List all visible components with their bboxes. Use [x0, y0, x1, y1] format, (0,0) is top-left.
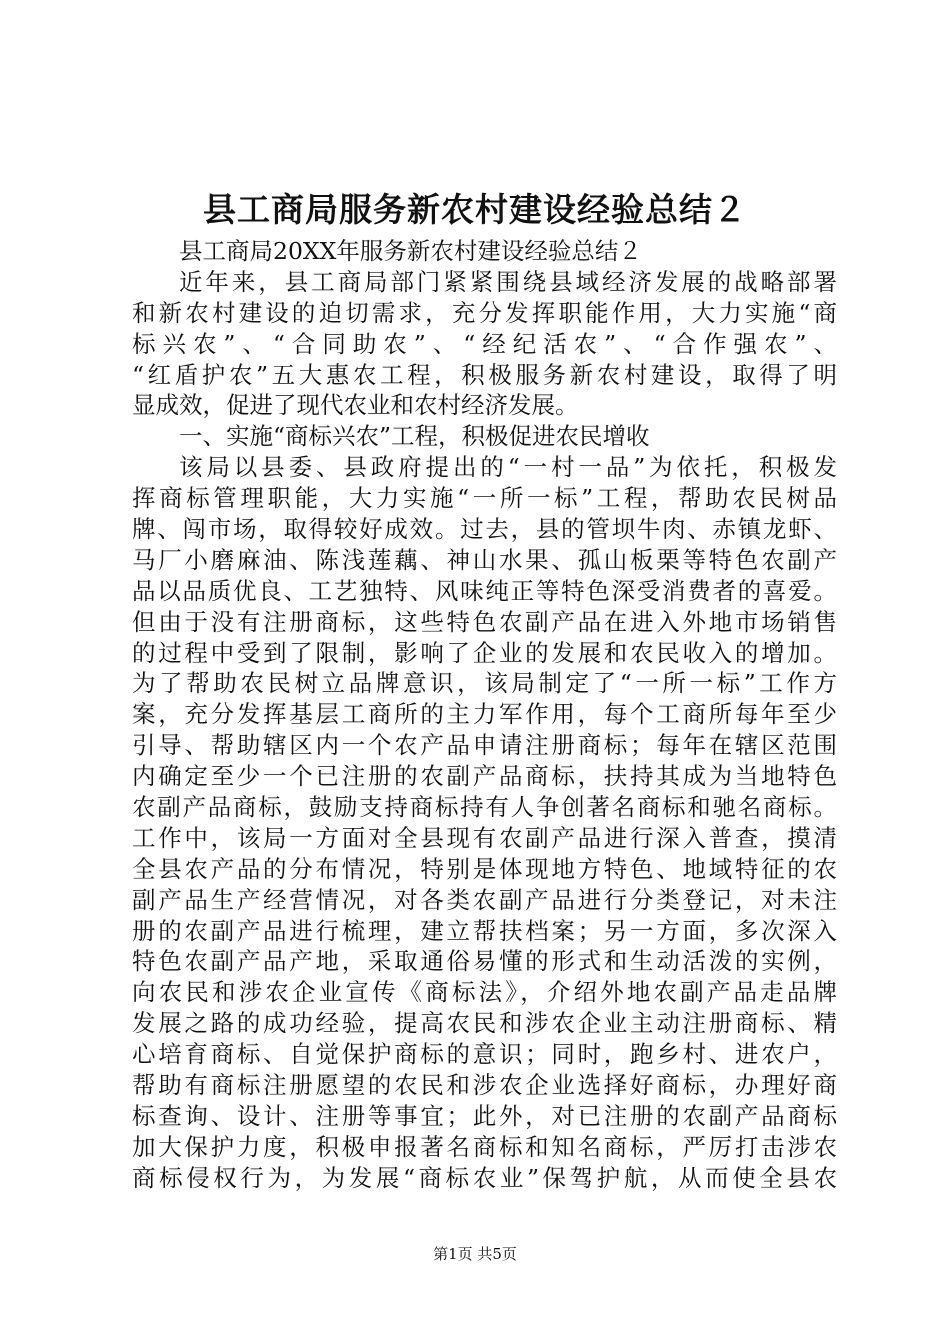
text-line: 该局以县委、县政府提出的“一村一品”为依托，积极发 [179, 453, 837, 482]
text-line: 加大保护力度，积极申报著名商标和知名商标，严厉打击涉农 [132, 1132, 837, 1161]
text-line: 标兴农”、“合同助农”、“经纪活农”、“合作强农”、 [132, 329, 837, 358]
text-line: 的过程中受到了限制，影响了企业的发展和农民收入的增加。 [132, 638, 837, 667]
text-line: 发展之路的成功经验，提高农民和涉农企业主动注册商标、精 [132, 1009, 837, 1038]
text-line: 副产品生产经营情况，对各类农副产品进行分类登记，对未注 [132, 885, 837, 914]
text-line: 挥商标管理职能，大力实施“一所一标”工程，帮助农民树品 [132, 484, 837, 513]
text-line: 案，充分发挥基层工商所的主力军作用，每个工商所每年至少 [132, 700, 837, 729]
text-line: 商标侵权行为，为发展“商标农业”保驾护航，从而使全县农 [132, 1163, 837, 1192]
text-line: 引导、帮助辖区内一个农产品申请注册商标；每年在辖区范围 [132, 731, 837, 760]
text-line: 册的农副产品进行梳理，建立帮扶档案；另一方面，多次深入 [132, 916, 837, 945]
text-line: 特色农副产品产地，采取通俗易懂的形式和生动活泼的实例， [132, 947, 837, 976]
text-line: 牌、闯市场，取得较好成效。过去，县的管坝牛肉、赤镇龙虾、 [132, 515, 837, 544]
text-line: 工作中，该局一方面对全县现有农副产品进行深入普查，摸清 [132, 823, 837, 852]
text-line: 农副产品商标，鼓励支持商标持有人争创著名商标和驰名商标。 [132, 793, 837, 822]
text-line: 向农民和涉农企业宣传《商标法》，介绍外地农副产品走品牌 [132, 978, 837, 1007]
text-line: 全县农产品的分布情况，特别是体现地方特色、地域特征的农 [132, 854, 837, 883]
document-body [132, 236, 837, 1194]
text-line: 但由于没有注册商标，这些特色农副产品在进入外地市场销售 [132, 607, 837, 636]
subtitle-line: 县工商局20XX年服务新农村建设经验总结２ [179, 237, 642, 265]
text-line: 心培育商标、自觉保护商标的意识；同时，跑乡村、进农户， [132, 1040, 837, 1069]
text-line: 近年来，县工商局部门紧紧围绕县域经济发展的战略部署 [179, 267, 837, 296]
text-line: 标查询、设计、注册等事宜；此外，对已注册的农副产品商标 [132, 1101, 837, 1130]
page-number-footer: 第1页 共5页 [433, 1245, 517, 1263]
text-line: 显成效，促进了现代农业和农村经济发展。 [132, 391, 579, 420]
text-line: 为了帮助农民树立品牌意识，该局制定了“一所一标”工作方 [132, 669, 837, 698]
text-line: 品以品质优良、工艺独特、风味纯正等特色深受消费者的喜爱。 [132, 576, 837, 605]
text-line: 内确定至少一个已注册的农副产品商标，扶持其成为当地特色 [132, 762, 837, 791]
text-line: 帮助有商标注册愿望的农民和涉农企业选择好商标，办理好商 [132, 1071, 837, 1100]
text-line: 和新农村建设的迫切需求，充分发挥职能作用，大力实施“商 [132, 298, 837, 327]
text-line: 马厂小磨麻油、陈浅莲藕、神山水果、孤山板栗等特色农副产 [132, 545, 837, 574]
document-title: 县工商局服务新农村建设经验总结２ [203, 190, 747, 229]
section-heading: 一、实施“商标兴农”工程，积极促进农民增收 [179, 422, 650, 451]
text-line: “红盾护农”五大惠农工程，积极服务新农村建设，取得了明 [132, 360, 837, 389]
